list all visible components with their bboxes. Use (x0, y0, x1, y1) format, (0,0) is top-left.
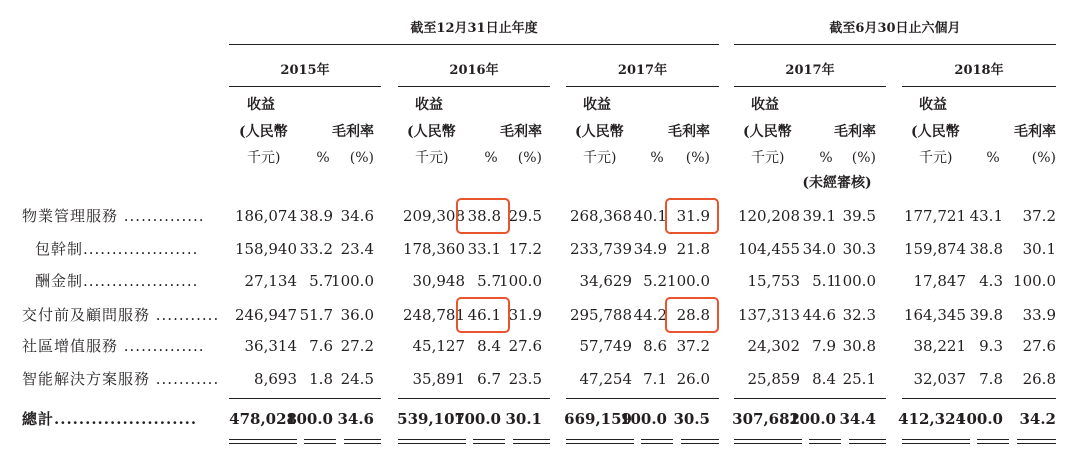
table-cell: 100.0 (620, 410, 667, 428)
total-underline-bottom (809, 443, 841, 444)
table-cell: 307,682 (732, 410, 800, 428)
highlight-box (665, 297, 719, 333)
total-overline (734, 398, 886, 399)
table-cell: 8.6 (643, 337, 667, 355)
revenue-col-label-2: (人民幣 (239, 124, 288, 140)
table-cell: 478,028 (229, 410, 297, 428)
pct-col-label: % (986, 150, 1000, 166)
period-header-rule (229, 86, 381, 87)
table-cell: 44.2 (633, 306, 667, 324)
table-cell: 43.1 (969, 207, 1003, 225)
table-cell: 137,313 (737, 306, 800, 324)
table-cell: 4.3 (979, 272, 1003, 290)
table-cell: 30,948 (412, 272, 465, 290)
table-cell: 30.1 (505, 410, 542, 428)
table-cell: 26.8 (1022, 370, 1056, 388)
total-underline-bottom (344, 443, 381, 444)
table-cell: 34.6 (337, 410, 374, 428)
table-cell: 6.7 (477, 370, 501, 388)
total-underline-bottom (734, 443, 802, 444)
revenue-col-label-3: 千元) (247, 150, 281, 166)
table-cell: 34.2 (1019, 410, 1056, 428)
period-header-rule (734, 86, 886, 87)
table-cell: 17.2 (508, 240, 542, 258)
table-cell: 100.0 (667, 272, 710, 290)
total-underline-top (734, 439, 802, 440)
table-cell: 34.0 (802, 240, 836, 258)
table-cell: 100.0 (499, 272, 542, 290)
total-overline (229, 398, 381, 399)
table-cell: 8,693 (254, 370, 297, 388)
row-label: 智能解決方案服務 ........... (22, 370, 220, 388)
total-underline-bottom (473, 443, 505, 444)
table-cell: 32,037 (913, 370, 966, 388)
margin-col-label-1: 毛利率 (834, 124, 876, 140)
table-cell: 5.2 (643, 272, 667, 290)
table-cell: 38.8 (969, 240, 1003, 258)
total-underline-bottom (681, 443, 719, 444)
table-cell: 412,324 (898, 410, 966, 428)
table-cell: 1.8 (309, 370, 333, 388)
revenue-col-label-1: 收益 (919, 97, 947, 113)
period-header-rule (902, 86, 1056, 87)
highlight-box (665, 198, 719, 234)
table-cell: 27.6 (1022, 337, 1056, 355)
table-cell: 100.0 (454, 410, 501, 428)
margin-col-label-2: (%) (851, 150, 876, 166)
table-cell: 26.0 (676, 370, 710, 388)
table-cell: 539,107 (397, 410, 465, 428)
revenue-col-label-3: 千元) (415, 150, 449, 166)
table-cell: 7.9 (812, 337, 836, 355)
table-cell: 159,874 (903, 240, 966, 258)
total-underline-bottom (641, 443, 673, 444)
total-underline-bottom (513, 443, 550, 444)
revenue-col-label-1: 收益 (751, 97, 779, 113)
table-cell: 15,753 (747, 272, 800, 290)
table-cell: 7.6 (309, 337, 333, 355)
table-cell: 33.2 (299, 240, 333, 258)
pct-col-label: % (650, 150, 664, 166)
table-cell: 248,781 (402, 306, 465, 324)
table-cell: 27.2 (340, 337, 374, 355)
table-cell: 178,360 (402, 240, 465, 258)
table-cell: 40.1 (633, 207, 667, 225)
revenue-col-label-3: 千元) (751, 150, 785, 166)
total-underline-top (229, 439, 297, 440)
margin-col-label-2: (%) (1031, 150, 1056, 166)
header-year-group-rule (229, 44, 719, 45)
table-cell: 38,221 (913, 337, 966, 355)
highlight-box (456, 297, 510, 333)
table-cell: 100.0 (833, 272, 876, 290)
total-underline-bottom (977, 443, 1009, 444)
total-underline-bottom (229, 443, 297, 444)
highlight-box (456, 198, 510, 234)
table-cell: 37.2 (676, 337, 710, 355)
table-cell: 44.6 (802, 306, 836, 324)
period-header: 2018年 (954, 63, 1004, 78)
table-cell: 30.5 (673, 410, 710, 428)
period-header: 2015年 (280, 63, 330, 78)
row-label: 酬金制.................... (35, 272, 199, 290)
total-underline-bottom (566, 443, 634, 444)
table-cell: 30.1 (1022, 240, 1056, 258)
table-cell: 9.3 (979, 337, 1003, 355)
total-underline-top (513, 439, 550, 440)
period-header: 2016年 (449, 63, 499, 78)
table-cell: 29.5 (508, 207, 542, 225)
table-cell: 36.0 (340, 306, 374, 324)
table-cell: 100.0 (1013, 272, 1056, 290)
table-cell: 8.4 (812, 370, 836, 388)
table-cell: 177,721 (903, 207, 966, 225)
table-cell: 34.4 (839, 410, 876, 428)
table-cell: 32.3 (842, 306, 876, 324)
margin-col-label-1: 毛利率 (1014, 124, 1056, 140)
table-cell: 295,788 (569, 306, 632, 324)
total-underline-bottom (1017, 443, 1056, 444)
table-cell: 100.0 (956, 410, 1003, 428)
total-underline-top (344, 439, 381, 440)
table-cell: 104,455 (737, 240, 800, 258)
table-cell: 21.8 (676, 240, 710, 258)
table-cell: 7.8 (979, 370, 1003, 388)
total-underline-bottom (304, 443, 336, 444)
period-header: 2017年 (617, 63, 668, 78)
revenue-col-label-3: 千元) (919, 150, 953, 166)
table-cell: 31.9 (676, 207, 710, 225)
table-cell: 186,074 (234, 207, 297, 225)
total-underline-top (1017, 439, 1056, 440)
total-underline-top (977, 439, 1009, 440)
total-underline-top (398, 439, 466, 440)
header-year-group: 截至12月31日止年度 (410, 21, 538, 36)
table-cell: 30.8 (842, 337, 876, 355)
table-cell: 120,208 (737, 207, 800, 225)
table-cell: 158,940 (234, 240, 297, 258)
table-cell: 35,891 (412, 370, 465, 388)
table-cell: 28.8 (676, 306, 710, 324)
revenue-col-label-1: 收益 (247, 97, 275, 113)
table-cell: 233,739 (569, 240, 632, 258)
total-underline-bottom (398, 443, 466, 444)
total-underline-top (566, 439, 634, 440)
table-cell: 27,134 (244, 272, 297, 290)
period-header-rule (398, 86, 550, 87)
table-cell: 36,314 (244, 337, 297, 355)
margin-col-label-1: 毛利率 (668, 124, 710, 140)
table-cell: 34.9 (633, 240, 667, 258)
total-underline-top (473, 439, 505, 440)
table-cell: 39.5 (842, 207, 876, 225)
table-cell: 34.6 (340, 207, 374, 225)
revenue-col-label-2: (人民幣 (743, 124, 792, 140)
margin-col-label-2: (%) (685, 150, 710, 166)
row-label: 總計....................... (22, 410, 198, 428)
table-cell: 7.1 (643, 370, 667, 388)
revenue-col-label-2: (人民幣 (575, 124, 624, 140)
margin-col-label-1: 毛利率 (332, 124, 374, 140)
table-cell: 17,847 (913, 272, 966, 290)
pct-col-label: % (484, 150, 498, 166)
row-label: 包幹制.................... (35, 240, 199, 258)
table-cell: 30.3 (842, 240, 876, 258)
total-overline (902, 398, 1056, 399)
table-cell: 45,127 (412, 337, 465, 355)
row-label: 社區增值服務 .............. (22, 337, 205, 355)
table-cell: 5.7 (309, 272, 333, 290)
table-cell: 8.4 (477, 337, 501, 355)
revenue-col-label-1: 收益 (415, 97, 443, 113)
table-cell: 25,859 (747, 370, 800, 388)
table-cell: 669,159 (564, 410, 632, 428)
period-header: 2017年 (785, 63, 835, 78)
header-half-group: 截至6月30日止六個月 (829, 21, 961, 36)
table-cell: 164,345 (903, 306, 966, 324)
table-cell: 38.8 (467, 207, 501, 225)
table-cell: 100.0 (789, 410, 836, 428)
table-cell: 5.1 (812, 272, 836, 290)
total-overline (566, 398, 719, 399)
table-cell: 39.1 (802, 207, 836, 225)
total-underline-top (304, 439, 336, 440)
table-cell: 51.7 (299, 306, 333, 324)
pct-col-label: % (819, 150, 833, 166)
table-cell: 33.9 (1022, 306, 1056, 324)
total-underline-bottom (849, 443, 886, 444)
total-underline-top (641, 439, 673, 440)
total-underline-top (809, 439, 841, 440)
total-underline-top (902, 439, 970, 440)
table-cell: 23.4 (340, 240, 374, 258)
period-header-rule (566, 86, 719, 87)
table-cell: 37.2 (1022, 207, 1056, 225)
margin-col-label-1: 毛利率 (500, 124, 542, 140)
row-label: 物業管理服務 .............. (22, 207, 205, 225)
table-cell: 24,302 (747, 337, 800, 355)
table-cell: 246,947 (234, 306, 297, 324)
table-cell: 38.9 (299, 207, 333, 225)
total-underline-top (849, 439, 886, 440)
table-cell: 268,368 (569, 207, 632, 225)
margin-col-label-2: (%) (517, 150, 542, 166)
table-cell: 47,254 (579, 370, 632, 388)
total-overline (398, 398, 550, 399)
total-underline-bottom (902, 443, 970, 444)
revenue-col-label-2: (人民幣 (911, 124, 960, 140)
margin-col-label-2: (%) (349, 150, 374, 166)
table-cell: 5.7 (477, 272, 501, 290)
table-cell: 23.5 (508, 370, 542, 388)
table-cell: 24.5 (340, 370, 374, 388)
table-cell: 31.9 (508, 306, 542, 324)
revenue-col-label-2: (人民幣 (407, 124, 456, 140)
table-cell: 57,749 (579, 337, 632, 355)
revenue-col-label-3: 千元) (583, 150, 617, 166)
table-cell: 39.8 (969, 306, 1003, 324)
table-cell: 209,308 (402, 207, 465, 225)
header-half-group-rule (734, 44, 1056, 45)
table-cell: 34,629 (579, 272, 632, 290)
table-cell: 27.6 (508, 337, 542, 355)
table-cell: 100.0 (331, 272, 374, 290)
table-cell: 46.1 (467, 306, 501, 324)
pct-col-label: % (316, 150, 330, 166)
table-cell: 33.1 (467, 240, 501, 258)
total-underline-top (681, 439, 719, 440)
revenue-col-label-1: 收益 (583, 97, 611, 113)
unaudited-label: (未經審核) (802, 175, 872, 191)
table-cell: 100.0 (286, 410, 333, 428)
row-label: 交付前及顧問服務 ........... (22, 306, 220, 324)
table-cell: 25.1 (842, 370, 876, 388)
